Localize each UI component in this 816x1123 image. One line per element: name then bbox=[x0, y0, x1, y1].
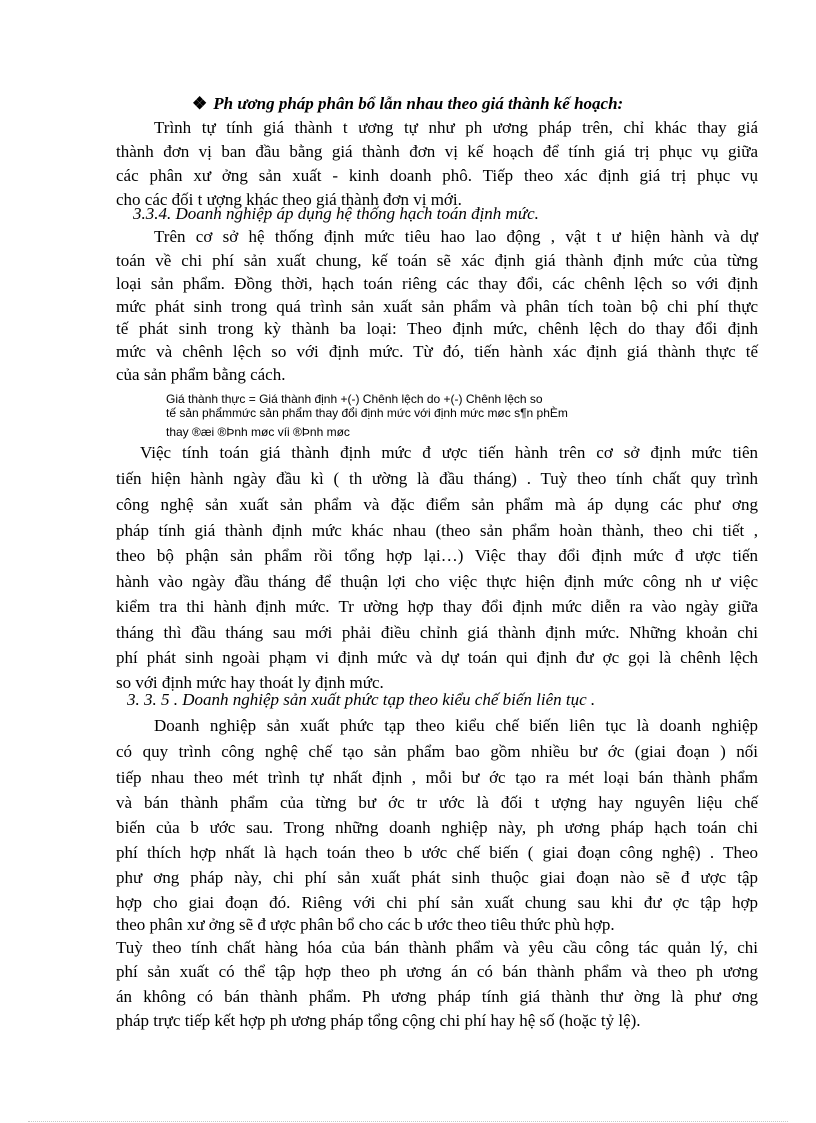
para3-line: hành vào ngày đầu tháng để thuận lợi cho việc thực hiện định mức công nh ư việc bbox=[116, 572, 758, 591]
section-heading bbox=[192, 94, 623, 114]
para2-line: của sản phẩm bằng cách. bbox=[116, 365, 286, 384]
formula-row: thay ®æi ®Þnh møc víi ®Þnh møc bbox=[166, 425, 350, 439]
para1-line: các phân xư ởng sản xuất - kinh doanh phô. Tiếp theo xác định giá trị phục vụ bbox=[116, 166, 758, 185]
para4-line: và bán thành phẩm của từng bư ớc tr ước là đối t ượng hay nguyên liệu chế bbox=[116, 793, 758, 812]
para3-line: phí phát sinh ngoài phạm vi định mức và dự toán qui định đư ợc gọi là chênh lệch bbox=[116, 648, 758, 667]
para4-line: hợp cho giai đoạn đó. Riêng với chi phí sản xuất chung sau khi đư ợc tập hợp bbox=[116, 893, 758, 912]
formula-row: Giá thành thực = Giá thành định +(-) Chênh lệch do +(-) Chênh lệch so bbox=[166, 392, 543, 406]
para2-line: loại sản phẩm. Đồng thời, hạch toán riêng các thay đổi, các chênh lệch so với định bbox=[116, 274, 758, 293]
para3-line: tiến hiện hành ngày đầu kì ( th ường là đầu tháng) . Tuỳ theo tính chất quy trình bbox=[116, 469, 758, 488]
para3-line: công nghệ sản xuất sản phẩm và đặc điểm sản phẩm mà áp dụng các phư ơng bbox=[116, 495, 758, 514]
para4-line: tiếp nhau theo mét trình tự nhất định , mỗi bư ớc tạo ra mét loại bán thành phẩm bbox=[116, 768, 758, 787]
para1-line: Trình tự tính giá thành t ương tự như ph ương pháp trên, chỉ khác thay giá bbox=[154, 118, 758, 137]
para4-line: có quy trình công nghệ chế tạo sản phẩm bao gồm nhiều bư ớc (giai đoạn ) nối bbox=[116, 742, 758, 761]
formula-row: tế sản phẩmmức sản phẩm thay đổi định mức với định mức møc s¶n phÈm bbox=[166, 406, 568, 420]
para2-line: Trên cơ sở hệ thống định mức tiêu hao lao động , vật t ư hiện hành và dự bbox=[154, 227, 758, 246]
para1-line: thành đơn vị ban đầu bằng giá thành đơn vị kế hoạch để tính giá trị phục vụ giữa bbox=[116, 142, 758, 161]
page-bottom-divider bbox=[28, 1121, 788, 1122]
subheading-3-3-5: 3. 3. 5 . Doanh nghiệp sản xuất phức tạp theo kiểu chế biến liên tục . bbox=[127, 690, 596, 709]
para3-line: pháp tính giá thành định mức khác nhau (theo sản phẩm hoàn thành, theo chi tiết , bbox=[116, 521, 758, 540]
para3-line: so với định mức hay thoát ly định mức. bbox=[116, 673, 384, 692]
para5-line: án không có bán thành phẩm. Ph ương pháp tính giá thành thư ờng là phư ơng bbox=[116, 987, 758, 1006]
para3-line: theo bộ phận sản phẩm rồi tổng hợp lại…) Việc thay đổi định mức đ ược tiến bbox=[116, 546, 758, 565]
para5-line: pháp trực tiếp kết hợp ph ương pháp tổng cộng chi phí hay hệ số (hoặc tỷ lệ). bbox=[116, 1011, 641, 1030]
para4-line: biến của b ước sau. Trong những doanh nghiệp này, ph ương pháp hạch toán chi bbox=[116, 818, 758, 837]
para5-line: Tuỳ theo tính chất hàng hóa của bán thành phẩm và yêu cầu công tác quản lý, chi bbox=[116, 938, 758, 957]
para2-line: tế phát sinh trong kỳ thành ba loại: Theo định mức, chênh lệch do thay đổi định bbox=[116, 319, 758, 338]
diamond-bullet-icon: ❖ bbox=[192, 94, 208, 113]
para3-line: tháng thì đầu tháng sau mới phải điều chỉnh giá thành định mức. Những khoản chi bbox=[116, 623, 758, 642]
para2-line: toán về chi phí sản xuất chung, kế toán sẽ xác định giá thành định mức của từng bbox=[116, 251, 758, 270]
para3-line: Việc tính toán giá thành định mức đ ược tiến hành trên cơ sở định mức tiên bbox=[140, 443, 758, 462]
para2-line: mức phát sinh trong quá trình sản xuất sản phẩm và phân tích toàn bộ chi phí thực bbox=[116, 297, 758, 316]
subheading-3-3-4: 3.3.4. Doanh nghiệp áp dụng hệ thống hạch toán định mức. bbox=[133, 204, 539, 223]
para2-line: mức và chênh lệch so với định mức. Từ đó, tiến hành xác định giá thành thực tế bbox=[116, 342, 758, 361]
para3-line: kiểm tra thi hành định mức. Tr ường hợp thay đổi định mức diễn ra vào ngày giữa bbox=[116, 597, 758, 616]
para4-line: theo phân xư ởng sẽ đ ược phân bổ cho các b ước theo tiêu thức phù hợp. bbox=[116, 915, 615, 934]
section-heading-text: Ph ương pháp phân bổ lẫn nhau theo giá thành kế hoạch: bbox=[213, 94, 624, 113]
para4-line: phí thích hợp nhất là hạch toán theo b ước chế biến ( giai đoạn công nghệ) . Theo bbox=[116, 843, 758, 862]
para4-line: Doanh nghiệp sản xuất phức tạp theo kiểu chế biến liên tục là doanh nghiệp bbox=[154, 716, 758, 735]
para1-line: cho các đối t ượng khác theo giá thành đơn vị mới. bbox=[116, 190, 462, 209]
para5-line: phí sản xuất có thể tập hợp theo ph ương án có bán thành phẩm và theo ph ương bbox=[116, 962, 758, 981]
para4-line: phư ơng pháp này, chi phí sản xuất phát sinh thuộc giai đoạn nào sẽ đ ược tập bbox=[116, 868, 758, 887]
